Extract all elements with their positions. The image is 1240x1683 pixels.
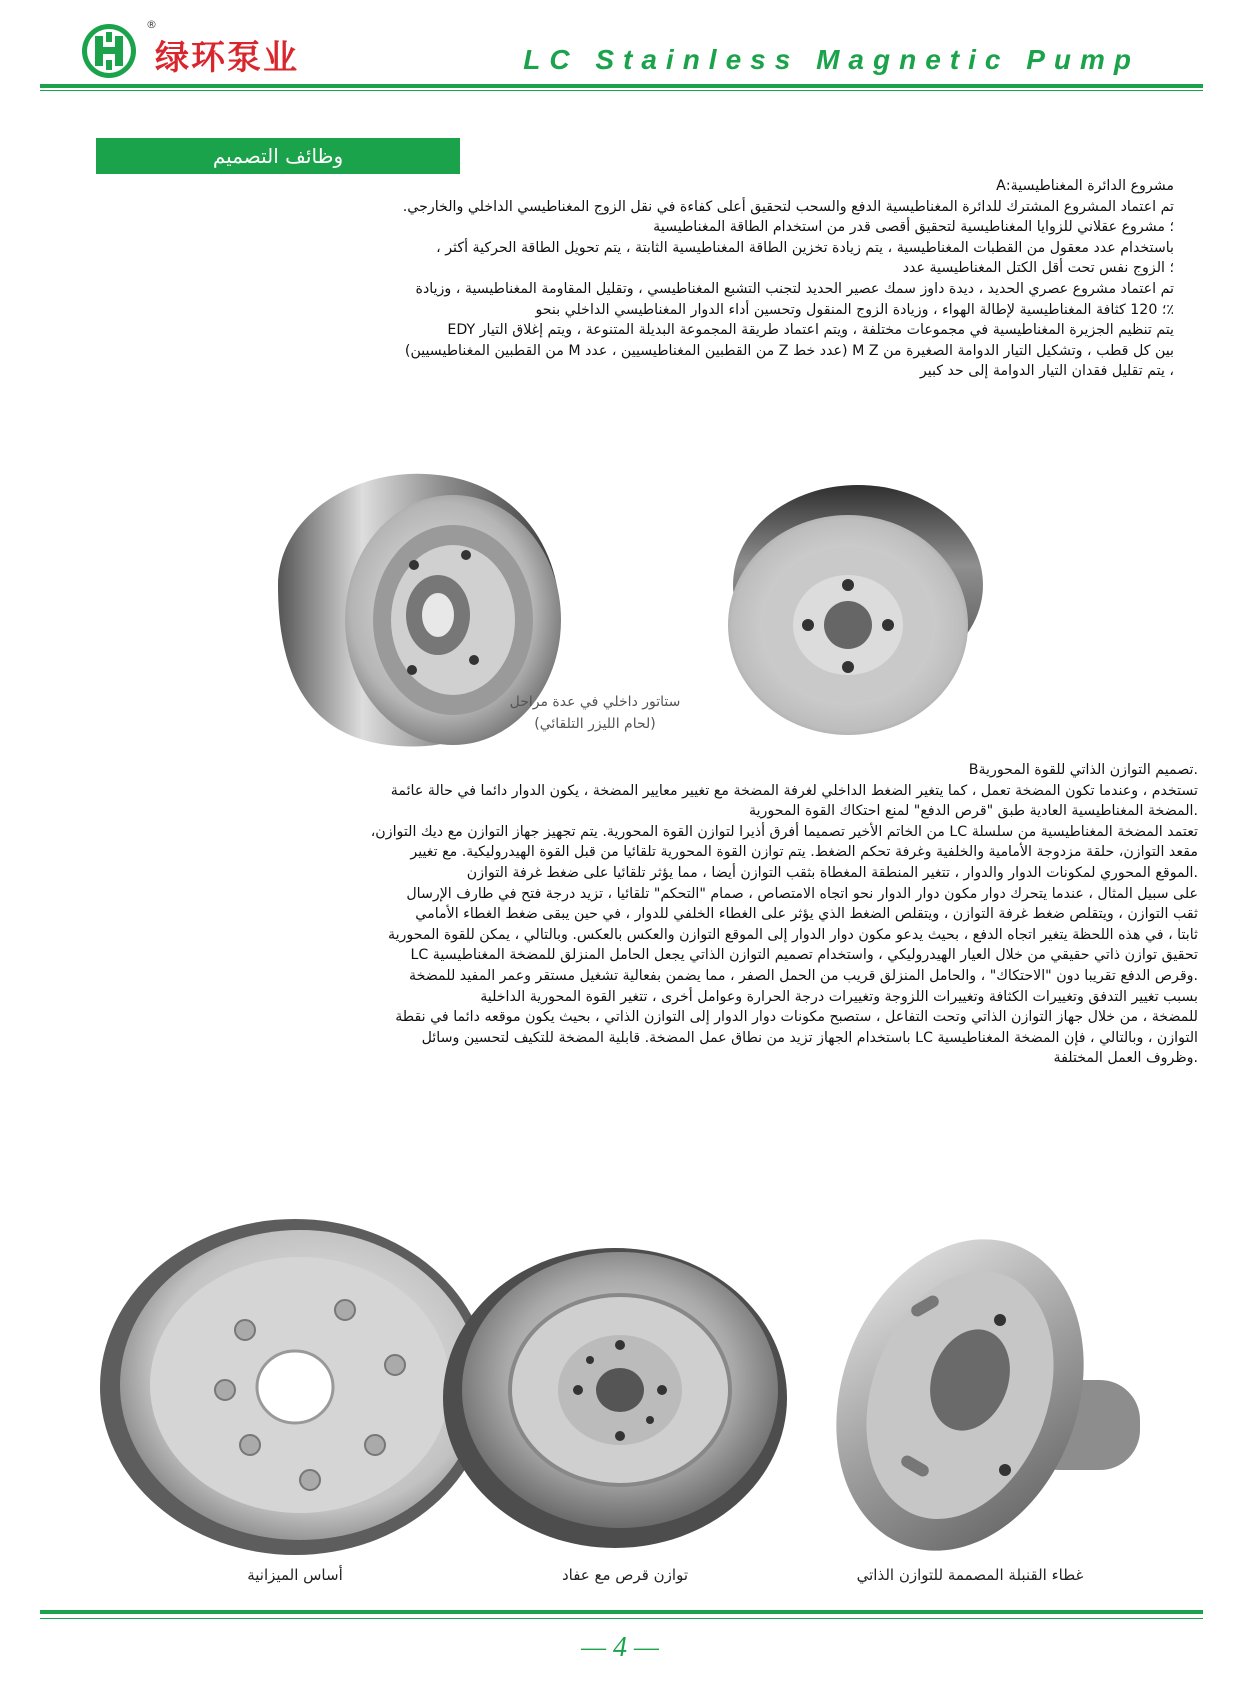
rotor-caption: ستاتور داخلي في عدة مراحل <box>509 694 681 710</box>
design-paragraph-b <box>18 760 1198 1069</box>
page-number-value: 4 <box>613 1632 627 1663</box>
paragraph-line: على سبيل المثال ، عندما يتحرك دوار مكون دوار الدوار نحو اتجاه الامتصاص ، صمام "التحكم" تلقائيا ، تزيد درجة فتح في طارف الإرسال <box>406 885 1198 902</box>
page-dash-left: — <box>581 1632 613 1663</box>
balance-base-photo <box>95 1215 495 1560</box>
brand-name: 绿环泵业 <box>155 38 299 78</box>
paragraph-line: .تصميم التوازن الذاتي للقوة المحوريةB <box>968 762 1198 778</box>
paragraph-line: ، يتم تقليل فقدان التيار الدوامة إلى حد كبير <box>919 363 1174 380</box>
paragraph-line: .الموقع المحوري لمكونات الدوار والدوار ، تتغير المنطقة المغطاة بثقب التوازن أيضا ، مما يؤثر تلقائيا على ضغط غرفة التوازن <box>466 864 1198 881</box>
paragraph-line: مقعد التوازن، حلقة مزدوجة الأمامية والخلفية وغرفة تحكم الضغط. يتم توازن القوة المحورية تلقائيا من قبل القوة الهيدروليكية. مع تغيير <box>410 844 1198 861</box>
header-title: LC Stainless Magnetic Pump <box>523 44 1140 75</box>
paragraph-line: تم اعتماد المشروع المشترك للدائرة المغناطيسية الدفع والسحب لتحقيق أعلى كفاءة في نقل الزوج المغناطيسي الداخلي والخارجي. <box>402 198 1174 215</box>
paragraph-line: التوازن ، وبالتالي ، فإن المضخة المغناطيسية LC باستخدام الجهاز تزيد من نطاق عمل المضخة. قابلية المضخة للتكيف لتحسين وسائل <box>421 1029 1198 1046</box>
paragraph-line: تم اعتماد مشروع عصري الحديد ، ديدة داوز سمك عصير الحديد لتجنب التشبع المغناطيسي ، وتقليل المقاومة المغناطيسية ، وزيادة <box>415 280 1174 297</box>
thrust-balance-disc-photo <box>440 1240 790 1550</box>
paragraph-line: ثابتا ، في هذه اللحظة يتغير اتجاه الدفع ، بحيث يدعو مكون دوار الدوار إلى الموقع التوازن والعكس بالعكس. وبالتالي ، يمكن للقوة المحورية <box>387 926 1198 943</box>
paragraph-line: .وقرص الدفع تقريبا دون "الاحتكاك" ، والحامل المنزلق قريب من الحمل الصفر ، مما يضمن بفعالية تشغيل مستقر وعمر المفيد للمضخة <box>408 967 1198 984</box>
paragraph-line: .المضخة المغناطيسية العادية طبق "قرص الدفع" لمنع احتكاك القوة المحورية <box>749 803 1198 820</box>
paragraph-line: تعتمد المضخة المغناطيسية من سلسلة LC من الخاتم الأخير تصميما أفرق أذيرا لتوازن القوة المحورية. يتم تجهيز جهاز التوازن مع ديك التوازن، <box>370 823 1198 840</box>
paragraph-line: مشروع الدائرة المغناطيسية:A <box>996 178 1174 194</box>
photo-caption: غطاء القنبلة المصممة للتوازن الذاتي <box>856 1566 1084 1584</box>
paragraph-line: تستخدم ، وعندما تكون المضخة تعمل ، كما يتغير الضغط الداخلي لغرفة المضخة مع تغيير معايير المضخة ، يكون الدوار دائما في حالة عائمة <box>390 782 1198 799</box>
paragraph-line: يتم تنظيم الجزيرة المغناطيسية في مجموعات مختلفة ، ويتم اعتماد طريقة المجموعة البديلة المتنوعة ، ويتم إغلاق التيار EDY <box>447 322 1174 339</box>
inner-magnetic-rotor-photo <box>718 475 988 745</box>
photo-caption: توازن قرص مع عفاد <box>561 1566 689 1584</box>
paragraph-line: ثقب التوازن ، ويتقلص ضغط غرفة التوازن ، ويتقلص الضغط الذي يؤثر على الغطاء الخلفي للدوار ، في حين يبقى ضغط الغطاء الأمامي <box>415 906 1198 923</box>
paragraph-line: .وظروف العمل المختلفة <box>1053 1050 1198 1067</box>
registered-mark: ® <box>146 18 157 31</box>
outer-magnetic-rotor-photo <box>238 455 578 755</box>
footer-divider <box>40 1610 1203 1614</box>
paragraph-line: تحقيق توازن ذاتي حقيقي من خلال العيار الهيدروليكي ، واستخدام تصميم التوازن الذاتي يجعل الحامل المنزلق للمضخة المغناطيسية LC <box>410 947 1198 964</box>
paragraph-line: بين كل قطب ، وتشكيل التيار الدوامة الصغيرة من M Z (عدد خط Z من القطبين المغناطيسيين ، عدد M من القطبين المغناطيسيين) <box>404 342 1174 359</box>
design-paragraph-a <box>34 176 1174 382</box>
footer-divider-thin <box>40 1618 1203 1619</box>
page-dash-right: — <box>627 1632 659 1663</box>
page-number <box>560 1632 680 1664</box>
paragraph-line: باستخدام عدد معقول من القطبات المغناطيسية ، يتم زيادة تخزين الطاقة المغناطيسية الثابتة ، يتم تحويل الطاقة الحركية أكثر ، <box>436 239 1174 256</box>
header-divider-thin <box>40 90 1203 91</box>
header-divider <box>40 84 1203 88</box>
paragraph-line: ٪؛ 120 كثافة المغناطيسية لإطالة الهواء ، وزيادة الزوج المنقول وتحسين أداء الدوار المغناطيسي الداخلي بنحو <box>535 301 1174 318</box>
paragraph-line: ؛ الزوج نفس تحت أقل الكتل المغناطيسية عدد <box>902 260 1174 277</box>
self-balance-bearing-cover-photo <box>830 1230 1150 1560</box>
section-title: وظائف التصميم <box>96 138 460 174</box>
paragraph-line: للمضخة ، من خلال جهاز التوازن الذاتي وتحت التفاعل ، ستصبح مكونات دوار الدوار إلى التوازن الذاتي ، بحيث يكون موقعه دائما في نقطة <box>395 1009 1198 1026</box>
hl-monogram-icon <box>80 22 138 80</box>
photo-caption: أساس الميزانية <box>247 1566 343 1584</box>
rotor-caption-note: (لحام الليزر التلقائي) <box>534 716 656 732</box>
paragraph-line: ؛ مشروع عقلاني للزوايا المغناطيسية لتحقيق أقصى قدر من استخدام الطاقة المغناطيسية <box>653 219 1174 236</box>
paragraph-line: بسبب تغيير التدفق وتغييرات الكثافة وتغييرات اللزوجة وتغييرات درجة الحرارة وعوامل أخرى ، تتغير القوة المحورية الداخلية <box>480 988 1198 1005</box>
